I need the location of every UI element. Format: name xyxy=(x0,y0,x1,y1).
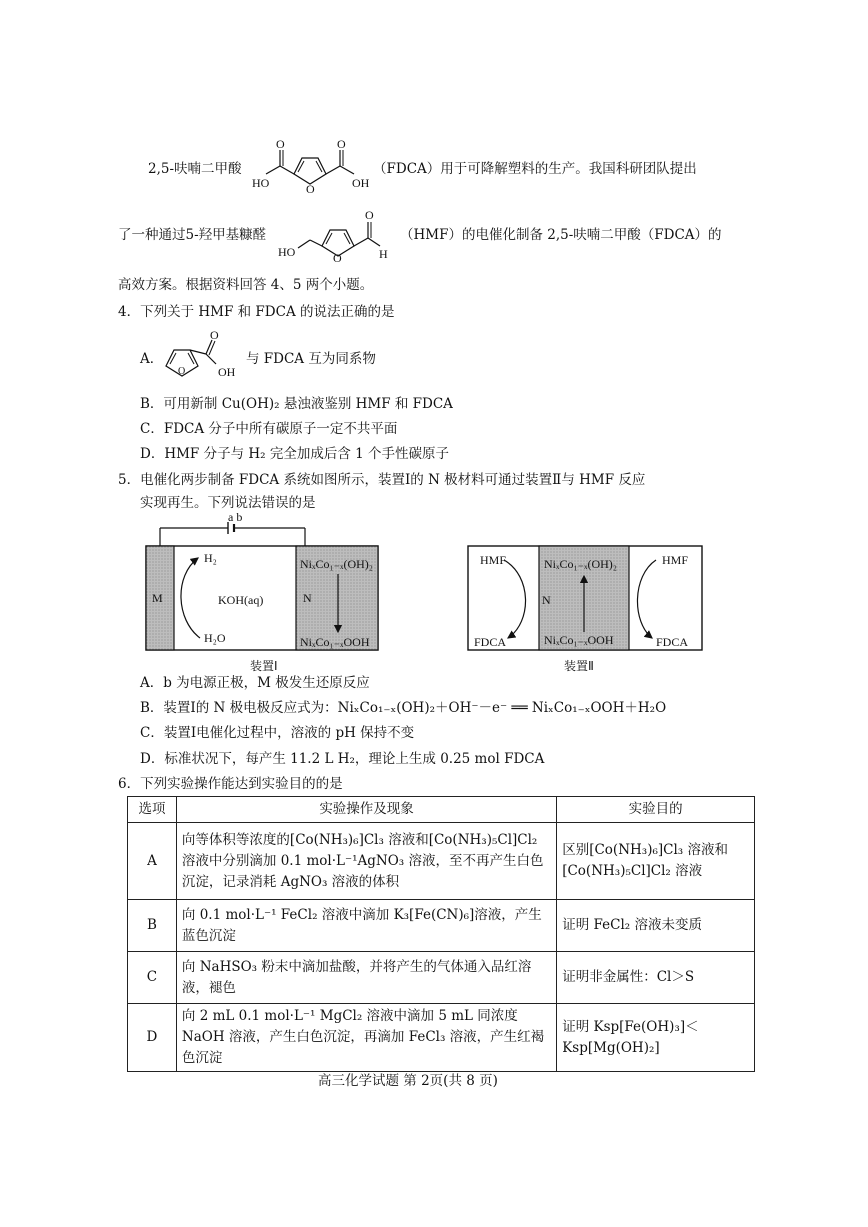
svg-text:O: O xyxy=(210,330,219,342)
svg-text:N: N xyxy=(542,593,551,607)
q5-option-b: B．装置Ⅰ的 N 极电极反应式为：NiₓCo₁₋ₓ(OH)₂＋OH⁻－e⁻ ══ NiₓCo₁₋ₓOOH＋H₂O xyxy=(140,700,667,716)
intro-line3: 高效方案。根据资料回答 4、5 两个小题。 xyxy=(118,277,374,293)
svg-text:FDCA: FDCA xyxy=(656,635,689,649)
q4-option-a-text: 与 FDCA 互为同系物 xyxy=(246,351,376,367)
svg-text:HO: HO xyxy=(278,245,296,259)
furoic-acid-structure xyxy=(160,330,256,384)
row-option: C xyxy=(128,952,177,1004)
row-purpose: 证明非金属性：Cl＞S xyxy=(557,952,755,1004)
row-option: B xyxy=(128,900,177,952)
svg-text:HMF: HMF xyxy=(480,553,507,567)
hmf-intro-start: 了一种通过5-羟甲基糠醛 xyxy=(118,227,267,243)
header-operation: 实验操作及现象 xyxy=(176,797,556,823)
svg-text:a b: a b xyxy=(228,510,243,524)
row-purpose: 证明 FeCl₂ 溶液未变质 xyxy=(557,900,755,952)
svg-text:O: O xyxy=(276,138,285,151)
row-operation: 向 NaHSO₃ 粉末中滴加盐酸，并将产生的气体通入品红溶液，褪色 xyxy=(176,952,556,1004)
svg-text:H₂O: H₂O xyxy=(204,631,226,645)
svg-text:KOH(aq): KOH(aq) xyxy=(218,593,264,607)
svg-text:装置Ⅰ: 装置Ⅰ xyxy=(250,659,278,673)
header-purpose: 实验目的 xyxy=(557,797,755,823)
svg-text:H: H xyxy=(379,247,388,261)
q5-option-d: D．标准状况下，每产生 11.2 L H₂，理论上生成 0.25 mol FDCA xyxy=(140,751,545,767)
hmf-intro-end: （HMF）的电催化制备 2,5-呋喃二甲酸（FDCA）的 xyxy=(400,227,722,243)
q5-option-a: A．b 为电源正极，M 极发生还原反应 xyxy=(140,675,370,691)
svg-text:NiₓCo₁₋ₓ(OH)₂: NiₓCo₁₋ₓ(OH)₂ xyxy=(300,557,373,571)
svg-text:O: O xyxy=(365,208,374,222)
svg-text:O: O xyxy=(333,251,342,262)
fdca-name: 2,5-呋喃二甲酸 xyxy=(148,161,242,177)
q4-option-a-label: A． xyxy=(140,351,164,367)
row-operation: 向等体积等浓度的[Co(NH₃)₆]Cl₃ 溶液和[Co(NH₃)₅Cl]Cl₂ 溶液中分别滴加 0.1 mol·L⁻¹AgNO₃ 溶液，至不再产生白色沉淀，记录消耗 AgNO₃ 溶液的体积 xyxy=(176,823,556,900)
row-option: D xyxy=(128,1004,177,1072)
svg-text:NiₓCo₁₋ₓOOH: NiₓCo₁₋ₓOOH xyxy=(544,633,614,647)
row-operation: 向 0.1 mol·L⁻¹ FeCl₂ 溶液中滴加 K₃[Fe(CN)₆]溶液，产生蓝色沉淀 xyxy=(176,900,556,952)
svg-text:HO: HO xyxy=(252,176,270,190)
fdca-structure xyxy=(250,138,370,198)
q5-stem-line2: 实现再生。下列说法错误的是 xyxy=(140,495,316,511)
svg-text:NiₓCo₁₋ₓOOH: NiₓCo₁₋ₓOOH xyxy=(300,635,370,649)
table-header-row xyxy=(128,797,755,823)
row-purpose: 证明 Ksp[Fe(OH)₃]＜Ksp[Mg(OH)₂] xyxy=(557,1004,755,1072)
page-footer: 高三化学试题 第 2页(共 8 页) xyxy=(318,1073,498,1089)
q4-option-d: D．HMF 分子与 H₂ 完全加成后含 1 个手性碳原子 xyxy=(140,446,450,462)
experiment-table xyxy=(127,796,755,1072)
svg-text:FDCA: FDCA xyxy=(474,635,507,649)
svg-text:NiₓCo₁₋ₓ(OH)₂: NiₓCo₁₋ₓ(OH)₂ xyxy=(544,557,617,571)
table-row xyxy=(128,1004,755,1072)
hmf-structure xyxy=(276,208,401,266)
svg-text:装置Ⅱ: 装置Ⅱ xyxy=(564,659,594,673)
table-row xyxy=(128,900,755,952)
svg-text:N: N xyxy=(303,591,312,605)
svg-text:OH: OH xyxy=(218,365,236,379)
table-row xyxy=(128,823,755,900)
table-row xyxy=(128,952,755,1004)
svg-text:HMF: HMF xyxy=(662,553,689,567)
svg-text:O: O xyxy=(306,182,315,194)
device-2-diagram xyxy=(460,536,710,680)
svg-text:OH: OH xyxy=(352,176,370,190)
header-option: 选项 xyxy=(128,797,177,823)
q4-option-c: C．FDCA 分子中所有碳原子一定不共平面 xyxy=(140,421,398,437)
row-purpose: 区别[Co(NH₃)₆]Cl₃ 溶液和[Co(NH₃)₅Cl]Cl₂ 溶液 xyxy=(557,823,755,900)
q6-stem: 6．下列实验操作能达到实验目的的是 xyxy=(118,776,343,792)
q5-stem-line1: 5．电催化两步制备 FDCA 系统如图所示，装置Ⅰ的 N 极材料可通过装置Ⅱ与 HMF 反应 xyxy=(118,472,646,488)
svg-text:O: O xyxy=(337,138,346,151)
device-1-diagram xyxy=(140,510,410,679)
svg-text:H₂: H₂ xyxy=(204,551,217,565)
svg-text:M: M xyxy=(152,591,163,605)
q5-option-c: C．装置Ⅰ电催化过程中，溶液的 pH 保持不变 xyxy=(140,725,415,741)
svg-text:O: O xyxy=(178,366,186,377)
row-operation: 向 2 mL 0.1 mol·L⁻¹ MgCl₂ 溶液中滴加 5 mL 同浓度 NaOH 溶液，产生白色沉淀，再滴加 FeCl₃ 溶液，产生红褐色沉淀 xyxy=(176,1004,556,1072)
row-option: A xyxy=(128,823,177,900)
q4-stem: 4．下列关于 HMF 和 FDCA 的说法正确的是 xyxy=(118,304,395,320)
q4-option-b: B．可用新制 Cu(OH)₂ 悬浊液鉴别 HMF 和 FDCA xyxy=(140,396,453,412)
fdca-usage-text: （FDCA）用于可降解塑料的生产。我国科研团队提出 xyxy=(373,161,697,177)
